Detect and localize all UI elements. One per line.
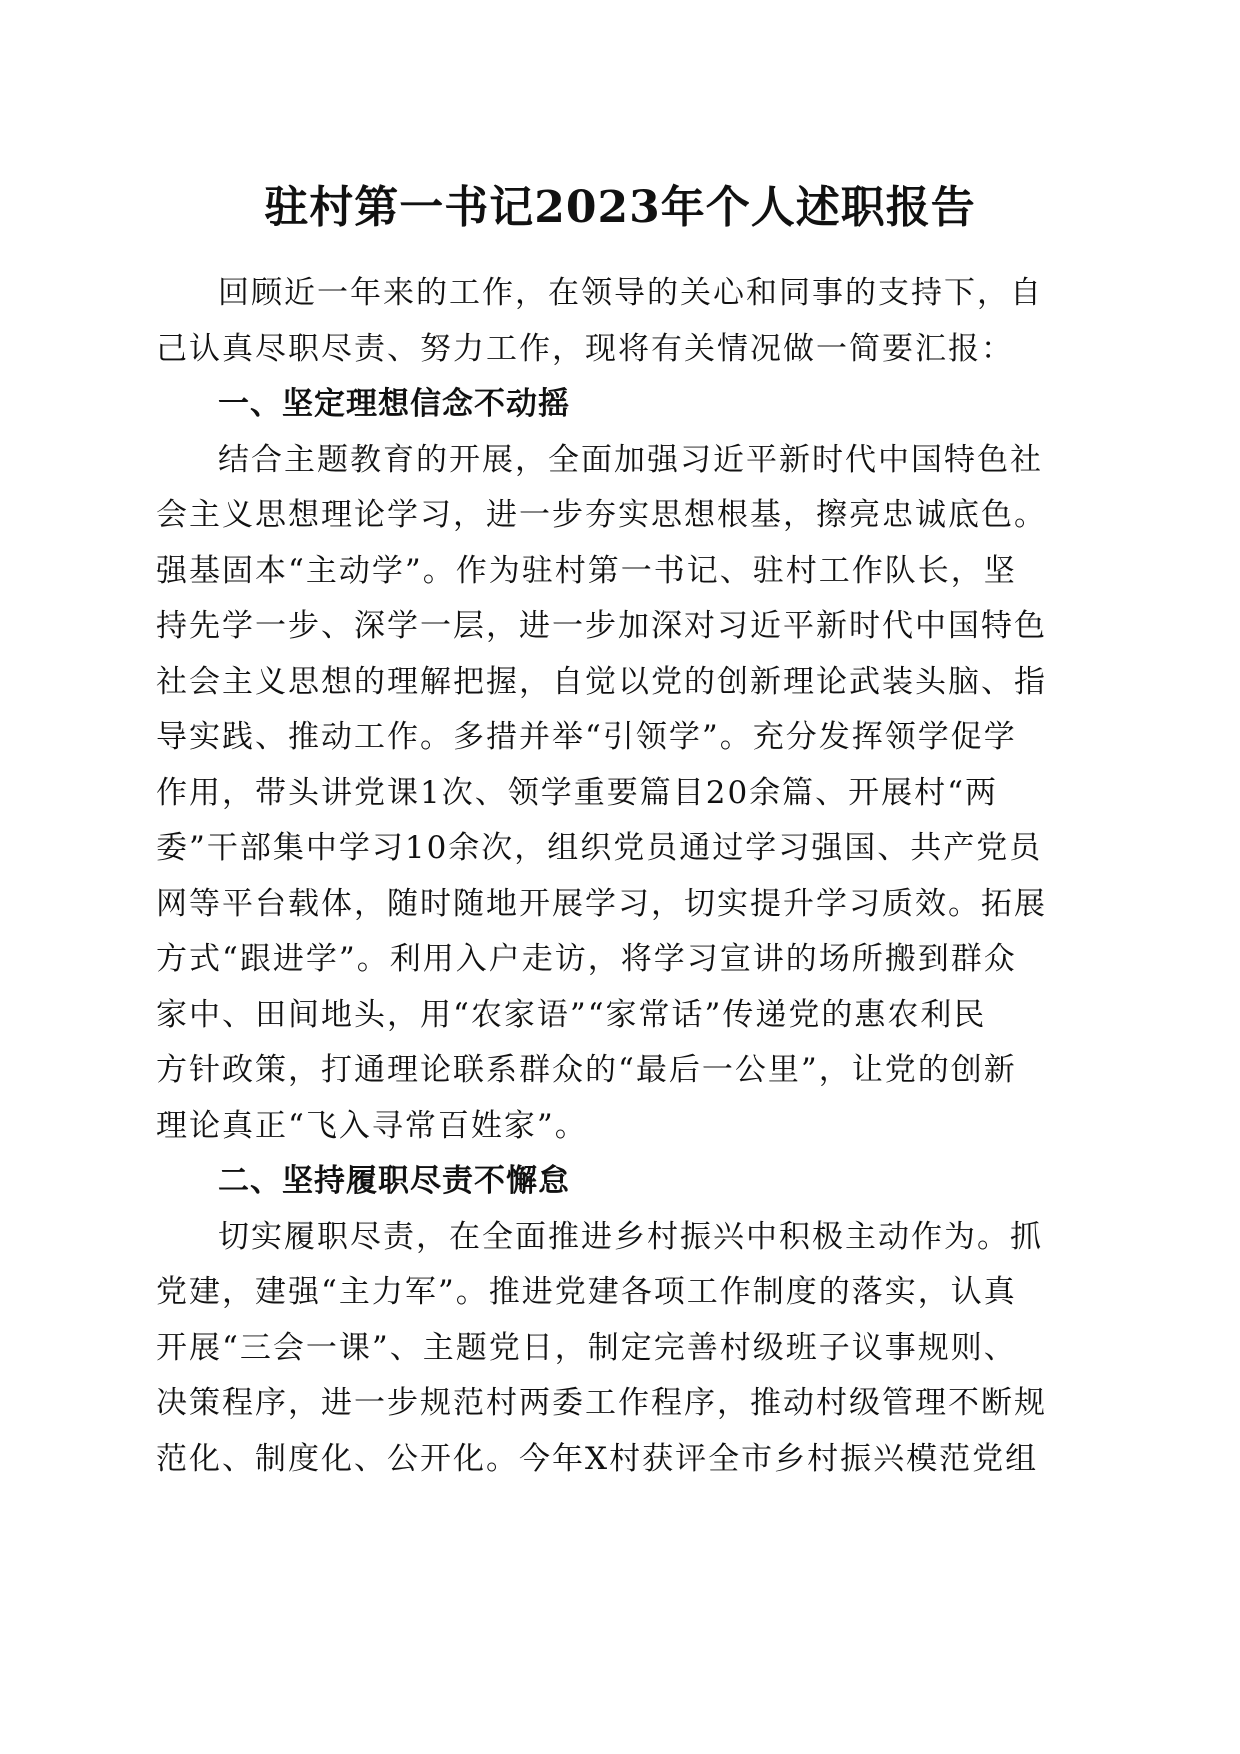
document-title: 驻村第一书记2023年个人述职报告 (264, 182, 976, 233)
paragraph-line: 决策程序，进一步规范村两委工作程序，推动村级管理不断规 (156, 1385, 1047, 1421)
paragraph-line: 开展“三会一课”、主题党日，制定完善村级班子议事规则、 (156, 1329, 1017, 1366)
paragraph-line: 导实践、推动工作。多措并举“引领学”。充分发挥领学促学 (156, 719, 1017, 755)
paragraph-line: 方式“跟进学”。利用入户走访，将学习宣讲的场所搬到群众 (156, 941, 1017, 977)
paragraph-line: 结合主题教育的开展，全面加强习近平新时代中国特色社 (218, 441, 1043, 478)
paragraph-line: 己认真尽职尽责、努力工作，现将有关情况做一简要汇报： (156, 330, 1014, 367)
paragraph-line: 强基固本“主动学”。作为驻村第一书记、驻村工作队长，坚 (156, 552, 1017, 589)
paragraph-line: 持先学一步、深学一层，进一步加深对习近平新时代中国特色 (156, 608, 1047, 644)
paragraph-line: 理论真正“飞入寻常百姓家”。 (156, 1107, 588, 1144)
section-heading-1: 一、坚定理想信念不动摇 (218, 386, 570, 422)
paragraph-line: 范化、制度化、公开化。今年X村获评全市乡村振兴模范党组 (156, 1440, 1039, 1477)
paragraph-line: 社会主义思想的理解把握，自觉以党的创新理论武装头脑、指 (156, 663, 1047, 700)
section-heading-2: 二、坚持履职尽责不懈怠 (218, 1163, 570, 1199)
paragraph-line: 党建，建强“主力军”。推进党建各项工作制度的落实，认真 (156, 1274, 1017, 1310)
intro-paragraph (156, 266, 1076, 377)
paragraph-line: 会主义思想理论学习，进一步夯实思想根基，擦亮忠诚底色。 (156, 497, 1047, 533)
paragraph-line: 委”干部集中学习10余次，组织党员通过学习强国、共产党员 (156, 830, 1043, 866)
paragraph-line: 方针政策，打通理论联系群众的“最后一公里”，让党的创新 (156, 1052, 1017, 1088)
paragraph-line: 作用，带头讲党课1次、领学重要篇目20余篇、开展村“两 (156, 774, 999, 811)
section-1-paragraph (156, 433, 1076, 1155)
paragraph-line: 家中、田间地头，用“农家语”“家常话”传递党的惠农利民 (156, 996, 987, 1033)
document-body (156, 266, 1076, 1487)
paragraph-line: 切实履职尽责，在全面推进乡村振兴中积极主动作为。抓 (218, 1218, 1043, 1255)
paragraph-line: 网等平台载体，随时随地开展学习，切实提升学习质效。拓展 (156, 885, 1047, 922)
paragraph-line: 回顾近一年来的工作，在领导的关心和同事的支持下，自 (218, 275, 1043, 311)
section-2-paragraph (156, 1210, 1076, 1488)
